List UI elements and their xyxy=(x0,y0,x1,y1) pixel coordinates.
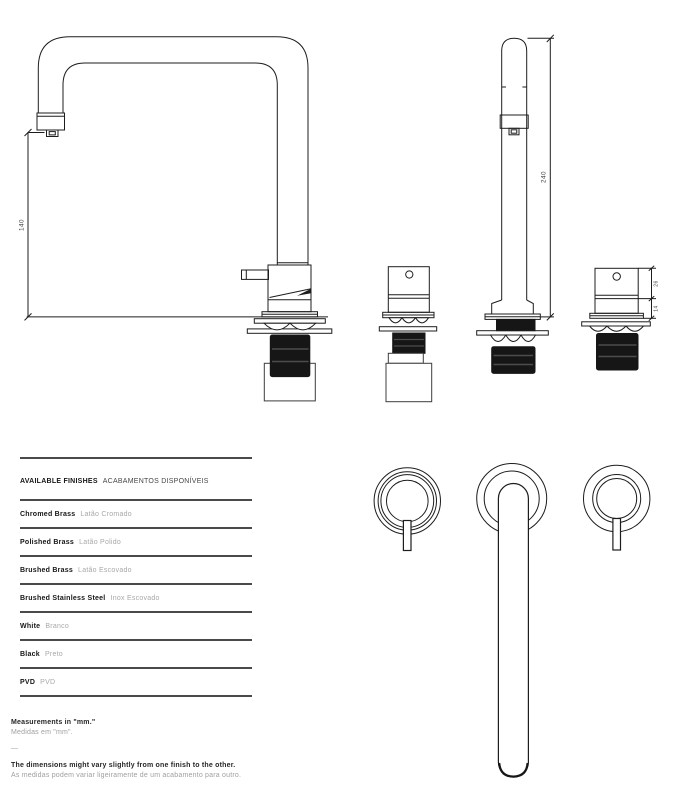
table-row xyxy=(20,501,252,529)
notes-divider: — xyxy=(11,745,19,752)
dim-240-label: 240 xyxy=(540,170,548,184)
finish-name-pt: PVD xyxy=(40,678,56,686)
measurements-note-pt: Medidas em "mm". xyxy=(11,729,73,736)
dim-14-label: 14 xyxy=(653,305,660,312)
variance-note-en: The dimensions might vary slightly from one finish to the other. xyxy=(11,762,236,769)
finish-name-en: Brushed Brass xyxy=(20,566,74,574)
footnotes xyxy=(11,718,431,781)
finish-name-en: Black xyxy=(20,650,40,658)
finish-name-en: White xyxy=(20,622,41,630)
finishes-header-en: AVAILABLE FINISHES xyxy=(20,478,98,485)
finish-name-pt: Preto xyxy=(44,650,63,658)
dimension-26-14 xyxy=(638,266,659,321)
finishes-table-header xyxy=(20,457,252,501)
finishes-header-pt: ACABAMENTOS DISPONÍVEIS xyxy=(102,478,209,485)
finish-name-en: Brushed Stainless Steel xyxy=(20,594,106,602)
figure-top-view-valve-right xyxy=(584,465,650,550)
dimension-140 xyxy=(19,129,45,320)
measurements-note-en: Measurements in "mm." xyxy=(11,719,96,726)
dimension-240 xyxy=(528,35,555,321)
dim-26-label: 26 xyxy=(653,280,660,287)
table-row xyxy=(20,641,252,669)
finish-name-en: PVD xyxy=(20,678,36,686)
available-finishes-table xyxy=(20,457,252,697)
figure-spout-front-view xyxy=(477,35,554,374)
table-row xyxy=(20,529,252,557)
finish-name-pt: Branco xyxy=(45,622,69,630)
table-row xyxy=(20,557,252,585)
finish-name-pt: Latão Cromado xyxy=(80,510,132,518)
dim-140-label: 140 xyxy=(18,218,26,232)
figure-valve-front-left xyxy=(379,267,436,402)
figure-valve-front-right xyxy=(582,266,660,370)
finish-name-en: Chromed Brass xyxy=(20,510,76,518)
finish-name-pt: Latão Escovado xyxy=(78,566,132,574)
table-row xyxy=(20,585,252,613)
finish-name-pt: Inox Escovado xyxy=(110,594,160,602)
table-row xyxy=(20,613,252,641)
figure-top-view-spout xyxy=(477,464,547,778)
finish-name-en: Polished Brass xyxy=(20,538,75,546)
table-row xyxy=(20,669,252,697)
figure-top-view-valve-left xyxy=(374,468,440,551)
figure-faucet-side-view xyxy=(19,37,332,401)
variance-note-pt: As medidas podem variar ligeiramente de um acabamento para outro. xyxy=(11,772,242,779)
finish-name-pt: Latão Polido xyxy=(79,538,121,546)
